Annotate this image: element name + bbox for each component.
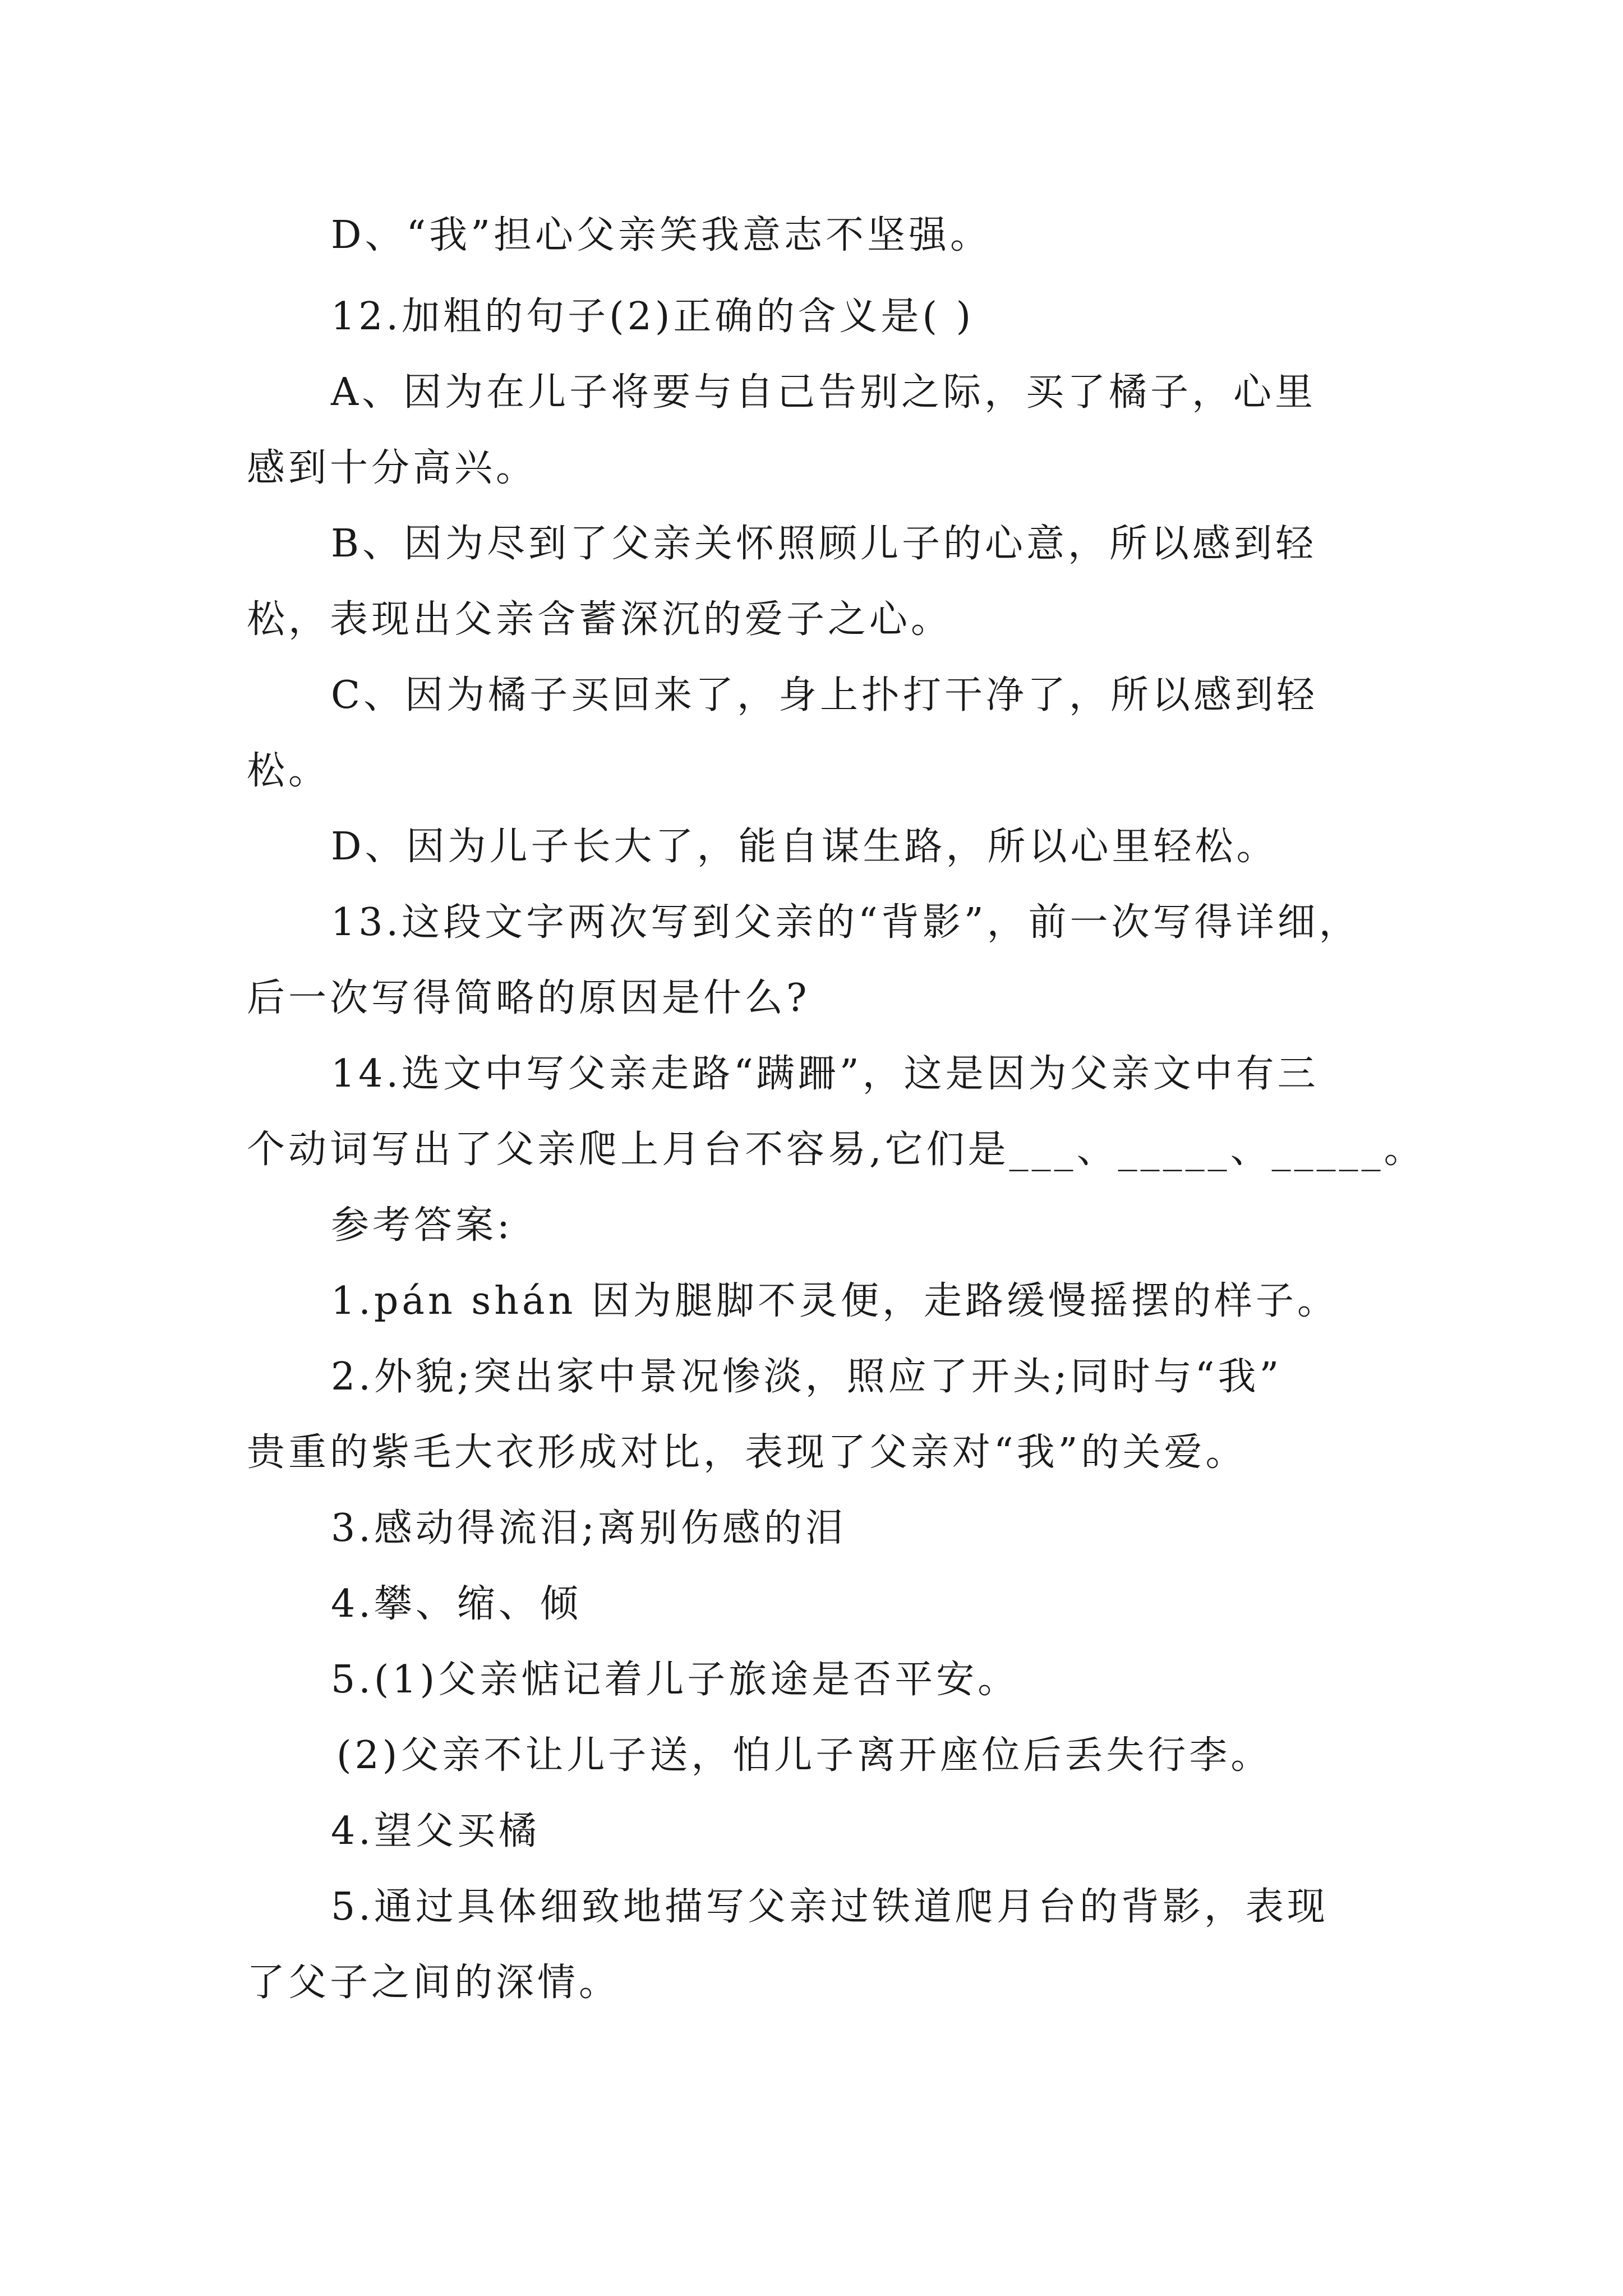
question-13-line1: 13.这段文字两次写到父亲的“背影”，前一次写得详细， [331,900,1361,945]
option-c-line2: 松。 [247,749,330,793]
answer-3: 3.感动得流泪;离别伤感的泪 [331,1506,847,1550]
answer-5b-line1: 5.通过具体细致地描写父亲过铁道爬月台的背影，表现 [331,1885,1329,1929]
question-14-line1: 14.选文中写父亲走路“蹒跚”，这是因为父亲文中有三 [331,1052,1319,1096]
answer-4b: 4.望父买橘 [331,1809,540,1853]
answer-2-line2: 贵重的紫毛大衣形成对比，表现了父亲对“我”的关爱。 [247,1430,1247,1475]
question-12: 12.加粗的句子(2)正确的含义是( ) [331,295,975,339]
option-a-line1: A、因为在儿子将要与自己告别之际，买了橘子，心里 [331,370,1317,415]
option-b-line2: 松，表现出父亲含蓄深沉的爱子之心。 [247,597,953,642]
answer-5-part1: 5.(1)父亲惦记着儿子旅途是否平安。 [331,1658,1020,1702]
option-b-line1: B、因为尽到了父亲关怀照顾儿子的心意，所以感到轻 [331,522,1317,566]
answer-1: 1.pán shán 因为腿脚不灵便，走路缓慢摇摆的样子。 [331,1279,1339,1323]
option-a-line2: 感到十分高兴。 [247,446,538,490]
option-d-q11: D、“我”担心父亲笑我意志不坚强。 [331,213,992,257]
question-14-line2: 个动词写出了父亲爬上月台不容易,它们是___、_____、_____。 [247,1128,1426,1172]
question-13-line2: 后一次写得简略的原因是什么? [247,976,810,1020]
answer-5-part2: (2)父亲不让儿子送，怕儿子离开座位后丢失行李。 [336,1733,1272,1778]
answer-2-line1: 2.外貌;突出家中景况惨淡，照应了开头;同时与“我” [331,1355,1283,1399]
answer-4: 4.攀、缩、倾 [331,1582,582,1626]
answers-heading: 参考答案: [331,1203,513,1248]
option-d-q12: D、因为儿子长大了，能自谋生路，所以心里轻松。 [331,825,1278,869]
option-c-line1: C、因为橘子买回来了，身上扑打干净了，所以感到轻 [331,673,1318,717]
answer-5b-line2: 了父子之间的深情。 [247,1961,621,2005]
